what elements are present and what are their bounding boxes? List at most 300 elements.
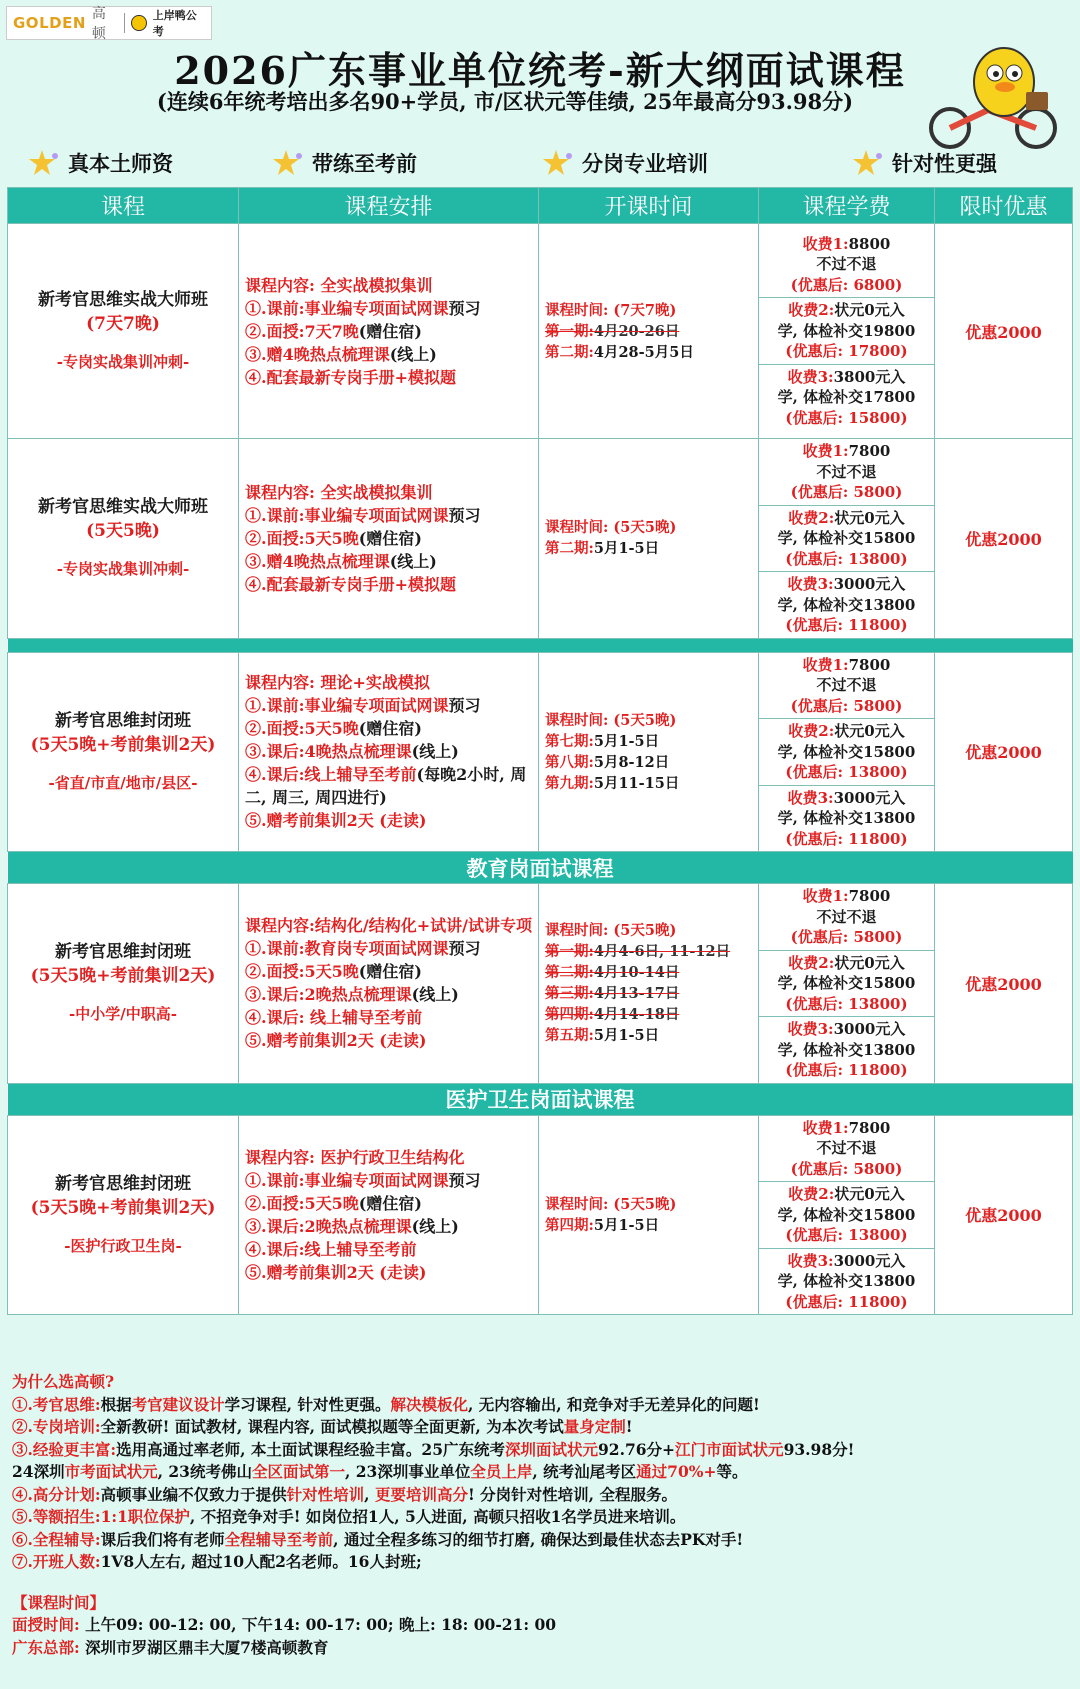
course-fee-cell — [759, 884, 935, 1084]
content-item-highlight: 热点梳理课 — [331, 742, 412, 762]
feature-item — [852, 148, 997, 178]
course-content-cell — [239, 884, 539, 1084]
feature-item — [542, 148, 708, 178]
logo-brand-cn: 高顿 — [91, 6, 106, 42]
period-item — [545, 538, 752, 559]
period-label: 第七期: — [545, 732, 594, 750]
page-title: 2026广东事业单位统考-新大纲面试课程 — [174, 48, 906, 93]
why-segment: ⑦.开班人数: — [12, 1552, 101, 1571]
schedule-value: 上午09: 00-12: 00, 下午14: 00-17: 00; 晚上: 18: 00-21: 00 — [85, 1615, 557, 1634]
schedule-label: 面授时间: — [12, 1615, 80, 1634]
fee-main: 状元0元入 — [834, 722, 905, 740]
fee-label: 收费2: — [788, 953, 835, 972]
period-label: 第五期: — [545, 1027, 594, 1045]
promo-badge: 优惠2000 — [935, 884, 1073, 1084]
course-name: 新考官思维封闭班 — [55, 710, 191, 731]
course-name-cell — [8, 439, 239, 639]
content-item-lead: ①.课前:教育岗 — [245, 939, 353, 959]
time-label: 课程时间: (5天5晚) — [545, 922, 677, 940]
content-item-lead: ①.课前:事业编 — [245, 696, 353, 716]
course-time-cell — [539, 652, 759, 852]
period-label: 第一期: — [545, 943, 594, 961]
feature-label: 真本土师资 — [68, 151, 173, 176]
fee-label: 收费3: — [787, 575, 834, 593]
star-icon — [28, 148, 62, 178]
content-item — [245, 1029, 532, 1052]
header-start-time: 开课时间 — [539, 188, 759, 224]
why-segment: ! 分岗针对性培训, 全程服务。 — [467, 1484, 677, 1504]
content-item — [245, 320, 532, 343]
section-divider — [8, 1083, 1073, 1115]
feature-label: 分岗专业培训 — [582, 151, 708, 176]
fee-label: 收费2: — [788, 508, 835, 527]
fee-label: 收费3: — [787, 367, 834, 386]
fee-discount: (优惠后: 11800) — [785, 616, 908, 634]
fee-option — [759, 1017, 934, 1083]
fee-main: 7800 — [848, 655, 891, 674]
course-time-cell — [539, 224, 759, 439]
why-item — [12, 1506, 1072, 1529]
course-name: 新考官思维实战大师班 — [38, 497, 208, 518]
content-item — [245, 1192, 532, 1215]
why-segment: , 不招竞争对手! 如岗位招1人, 5人进面, 高顿只招收1名学员进来培训。 — [189, 1507, 686, 1526]
star-icon — [272, 148, 306, 178]
logo-sub: 上岸鸭公考 — [152, 9, 197, 38]
why-segment: 选用高通过率老师, 本土面试课程经验丰富。25广东统考 — [116, 1439, 505, 1459]
course-content-cell — [239, 1115, 539, 1315]
content-item — [245, 550, 532, 573]
fee-detail: 不过不退 — [816, 676, 877, 694]
promo-badge: 优惠2000 — [935, 439, 1073, 639]
course-duration: (5天5晚+考前集训2天) — [30, 734, 216, 755]
fee-discount: (优惠后: 13800) — [785, 1226, 908, 1244]
why-item — [12, 1461, 1072, 1484]
header-course: 课程 — [8, 188, 239, 224]
content-item-lead: ④.课后:线上 — [245, 765, 337, 785]
content-item-highlight: 专岗手册+模拟题 — [330, 574, 456, 594]
content-item-highlight: 辅导至考前 — [336, 1239, 417, 1259]
fee-line — [761, 721, 932, 742]
content-item — [245, 694, 532, 717]
content-item — [245, 1006, 532, 1029]
why-segment: 考官建议设计 — [131, 1394, 225, 1414]
period-value: 5月1-5日 — [593, 1027, 660, 1045]
why-segment: 市考面试状元 — [64, 1462, 158, 1481]
content-item-lead: ②.面授:7天7晚 — [245, 321, 359, 341]
content-item-note: (赠住宿) — [358, 719, 422, 739]
why-segment: 针对性培训 — [286, 1484, 365, 1504]
period-item — [545, 731, 752, 752]
fee-detail: 不过不退 — [816, 907, 877, 926]
fee-line — [761, 655, 932, 676]
fee-label: 收费1: — [802, 887, 849, 905]
why-item — [12, 1529, 1072, 1552]
why-segment: 根据 — [100, 1394, 132, 1414]
time-label: 课程时间: (7天7晚) — [545, 301, 677, 319]
course-duration: (5天5晚) — [86, 521, 160, 542]
fee-detail: 学, 体检补交19800 — [777, 321, 916, 340]
content-item-highlight: 专岗手册+模拟题 — [330, 367, 456, 387]
fee-discount: (优惠后: 5800) — [790, 696, 903, 715]
content-item-note: 预习 — [448, 1170, 481, 1190]
logo-brand: GOLDEN — [13, 14, 86, 32]
course-row — [8, 224, 1073, 439]
content-item-highlight: 辅导至考前 — [336, 765, 417, 785]
course-time-cell — [539, 884, 759, 1084]
fee-line — [761, 441, 932, 462]
course-fee-cell — [759, 224, 935, 439]
course-row — [8, 1115, 1073, 1315]
course-row — [8, 884, 1073, 1084]
time-label: 课程时间: (5天5晚) — [545, 519, 677, 537]
period-label: 第九期: — [545, 774, 594, 792]
course-time-cell — [539, 439, 759, 639]
content-item — [245, 1169, 532, 1192]
period-value: 4月14-18日 — [593, 1006, 680, 1024]
content-title: 课程内容: 理论+实战模拟 — [245, 673, 430, 693]
period-label: 第四期: — [545, 1006, 594, 1024]
fee-label: 收费2: — [788, 1185, 835, 1203]
content-item-note: (线上) — [411, 1216, 459, 1236]
period-item — [545, 752, 752, 773]
time-label: 课程时间: (5天5晚) — [545, 1195, 677, 1213]
page-subtitle: (连续6年统考培出多名90+学员, 市/区状元等佳绩, 25年最高分93.98分) — [156, 89, 854, 114]
fee-main: 3000元入 — [833, 788, 906, 807]
content-item-highlight: 专项面试网课 — [352, 1170, 449, 1190]
course-name: 新考官思维封闭班 — [55, 1173, 191, 1194]
fee-main: 状元0元入 — [834, 508, 905, 527]
content-item — [245, 740, 532, 763]
course-name-cell — [8, 224, 239, 439]
period-value: 4月4-6日, 11-12日 — [593, 943, 731, 961]
period-item — [545, 1025, 752, 1046]
content-item-note: (线上) — [389, 344, 437, 364]
fee-main: 7800 — [848, 442, 891, 460]
fee-discount: (优惠后: 13800) — [785, 549, 908, 568]
fee-line — [761, 508, 932, 529]
header-promo: 限时优惠 — [935, 188, 1073, 224]
content-item-highlight: 热点梳理课 — [309, 551, 390, 571]
fee-main: 3800元入 — [833, 367, 906, 386]
content-item — [245, 1238, 532, 1261]
fee-detail: 不过不退 — [816, 255, 877, 274]
course-row — [8, 439, 1073, 639]
why-item — [12, 1416, 1072, 1439]
period-label: 第一期: — [545, 322, 594, 340]
why-segment: 高顿事业编不仅致力于提供 — [100, 1484, 287, 1504]
period-value: 4月10-14日 — [593, 964, 680, 982]
why-segment: , 23统考佛山 — [157, 1462, 252, 1481]
feature-label: 带练至考前 — [312, 151, 417, 176]
content-item — [245, 960, 532, 983]
why-segment: 1V8人左右, 超过10人配2名老师。16人封班; — [100, 1552, 422, 1571]
why-segment: , 无内容输出, 和竞争对手无差异化的问题! — [467, 1394, 760, 1414]
period-label: 第二期: — [545, 540, 594, 558]
duck-bicycle-mascot-icon — [918, 40, 1068, 150]
content-item — [245, 983, 532, 1006]
feature-item — [272, 148, 417, 178]
why-segment: , 23深圳事业单位 — [344, 1462, 471, 1481]
content-item-lead: ①.课前:事业编 — [245, 1170, 353, 1190]
course-name-cell — [8, 1115, 239, 1315]
content-item-lead: ④.配套最新 — [245, 574, 331, 594]
content-item-note: (赠住宿) — [358, 962, 422, 982]
section-divider — [8, 638, 1073, 652]
fee-discount: (优惠后: 13800) — [785, 763, 908, 781]
content-item — [245, 573, 532, 596]
fee-discount: (优惠后: 13800) — [785, 994, 908, 1013]
content-item-note: 预习 — [448, 298, 481, 318]
fee-discount: (优惠后: 11800) — [785, 1292, 908, 1311]
why-title: 为什么选高顿? — [12, 1372, 115, 1391]
fee-label: 收费1: — [802, 1118, 849, 1137]
period-value: 4月13-17日 — [593, 985, 680, 1003]
course-tag: -省直/市直/地市/县区- — [48, 773, 198, 792]
course-fee-cell — [759, 1115, 935, 1315]
content-item-lead: ③.赠4晚 — [245, 551, 310, 571]
why-segment: 24深圳 — [12, 1462, 65, 1481]
why-segment: 全新教研! 面试教材, 课程内容, 面试模拟题等全面更新, 为本次考试 — [100, 1417, 564, 1436]
course-name: 新考官思维实战大师班 — [38, 290, 208, 310]
why-segment: , — [364, 1484, 375, 1504]
fee-option — [759, 1249, 934, 1315]
fee-main: 7800 — [848, 1118, 891, 1137]
section-title: 医护卫生岗面试课程 — [8, 1083, 1073, 1115]
why-segment: 深圳面试状元 — [505, 1439, 599, 1459]
why-segment: 江门市面试状元 — [675, 1439, 784, 1459]
content-title: 课程内容: 全实战模拟集训 — [245, 275, 433, 295]
fee-line — [761, 1019, 932, 1040]
fee-option — [759, 1182, 934, 1249]
why-segment: 1:1职位保护 — [100, 1507, 190, 1526]
header-schedule: 课程安排 — [239, 188, 539, 224]
course-name-cell — [8, 884, 239, 1084]
why-segment: 更要培训高分 — [374, 1484, 468, 1504]
fee-detail: 学, 体检补交17800 — [777, 388, 916, 407]
why-segment: , 通过全程多练习的细节打磨, 确保达到最佳状态去PK对手! — [333, 1529, 744, 1549]
period-value: 5月1-5日 — [593, 540, 660, 558]
content-title: 课程内容: 全实战模拟集训 — [245, 482, 433, 502]
fee-main: 状元0元入 — [834, 953, 905, 972]
content-item-highlight: 专项面试网课 — [352, 939, 449, 959]
period-label: 第八期: — [545, 753, 594, 771]
why-segment: 量身定制 — [563, 1417, 626, 1436]
why-segment: 全区面试第一 — [251, 1462, 345, 1481]
why-segment: 通过70%+ — [636, 1462, 717, 1481]
fee-line — [761, 367, 932, 388]
section-title: 教育岗面试课程 — [8, 852, 1073, 884]
course-duration: (5天5晚+考前集训2天) — [30, 1197, 216, 1218]
fee-label: 收费3: — [787, 1020, 834, 1038]
content-item-lead: ⑤.赠考前集训2天 (走读) — [245, 1031, 427, 1051]
time-label: 课程时间: (5天5晚) — [545, 711, 677, 729]
content-item-lead: ③.课后:4晚 — [245, 742, 332, 762]
course-duration: (5天5晚+考前集训2天) — [30, 966, 216, 987]
content-item — [245, 366, 532, 389]
period-item — [545, 342, 752, 363]
content-item-lead: ②.面授:5天5晚 — [245, 719, 359, 739]
content-item-highlight: 热点梳理课 — [331, 1216, 412, 1236]
content-item-note: (每晚2小时, 周二, 周三, 周四进行) — [245, 765, 527, 808]
fee-line — [761, 300, 932, 321]
why-item — [12, 1551, 1072, 1574]
content-item-highlight: 专项面试网课 — [352, 505, 449, 525]
period-item — [545, 1004, 752, 1025]
period-value: 5月1-5日 — [593, 732, 660, 750]
duck-icon — [131, 15, 146, 31]
hq-line — [12, 1637, 1072, 1660]
logo-divider — [124, 13, 125, 33]
fee-main: 状元0元入 — [834, 1185, 905, 1203]
why-segment: ! — [625, 1417, 633, 1436]
period-item — [545, 962, 752, 983]
hq-value: 深圳市罗湖区鼎丰大厦7楼高顿教育 — [85, 1637, 329, 1657]
section-title — [8, 638, 1073, 652]
fee-option — [759, 298, 934, 365]
fee-line — [761, 953, 932, 974]
fee-discount: (优惠后: 17800) — [785, 342, 908, 361]
content-item-note: (线上) — [411, 985, 459, 1005]
content-item-lead: ③.课后:2晚 — [245, 985, 332, 1005]
fee-line — [761, 886, 932, 907]
content-item-lead: ③.课后:2晚 — [245, 1216, 332, 1236]
content-item-lead: ①.课前:事业编 — [245, 298, 353, 318]
content-item — [245, 809, 532, 832]
table-header-row — [8, 188, 1073, 224]
period-label: 第三期: — [545, 985, 594, 1003]
content-item-lead: ①.课前:事业编 — [245, 505, 353, 525]
content-item-note: (线上) — [389, 551, 437, 571]
fee-discount: (优惠后: 6800) — [790, 275, 903, 294]
fee-label: 收费1: — [802, 655, 849, 674]
fee-option — [759, 1116, 934, 1183]
why-choose-section — [12, 1371, 1072, 1659]
fee-option — [759, 439, 934, 506]
brand-logo — [6, 6, 212, 40]
why-segment: ①.考官思维: — [12, 1394, 101, 1414]
why-segment: 学习课程, 针对性更强。 — [224, 1394, 391, 1414]
promo-badge: 优惠2000 — [935, 224, 1073, 439]
fee-detail: 学, 体检补交13800 — [777, 1272, 916, 1290]
period-value: 4月20-26日 — [593, 322, 680, 340]
fee-label: 收费3: — [787, 1251, 834, 1270]
period-item — [545, 1215, 752, 1236]
fee-discount: (优惠后: 5800) — [790, 928, 903, 946]
fee-main: 3000元入 — [833, 575, 906, 593]
why-segment: 93.98分! — [783, 1439, 855, 1459]
content-item-note: (线上) — [411, 742, 459, 762]
course-fee-cell — [759, 439, 935, 639]
section-divider — [8, 852, 1073, 884]
course-content-cell — [239, 652, 539, 852]
content-item-lead: ⑤.赠考前集训2天 (走读) — [245, 811, 427, 831]
fee-detail: 学, 体检补交15800 — [777, 529, 916, 547]
course-table — [7, 187, 1073, 1315]
fee-label: 收费3: — [787, 788, 834, 807]
why-segment: ③.经验更丰富: — [12, 1439, 117, 1459]
content-item-highlight: 热点梳理课 — [309, 344, 390, 364]
fee-detail: 学, 体检补交15800 — [777, 1205, 916, 1224]
why-segment: 全员上岸 — [470, 1462, 533, 1481]
content-item-lead: ④.课后: 线上 — [245, 1008, 343, 1028]
content-item-lead: ④.配套最新 — [245, 367, 331, 387]
fee-detail: 学, 体检补交13800 — [777, 809, 916, 827]
why-segment: 等。 — [716, 1462, 748, 1481]
period-value: 5月11-15日 — [593, 774, 680, 792]
promo-badge: 优惠2000 — [935, 1115, 1073, 1315]
fee-option — [759, 786, 934, 852]
feature-bar — [0, 148, 1080, 182]
fee-label: 收费2: — [788, 301, 835, 320]
content-item — [245, 297, 532, 320]
period-item — [545, 773, 752, 794]
period-label: 第四期: — [545, 1216, 594, 1234]
course-time-cell — [539, 1115, 759, 1315]
content-item-lead: ②.面授:5天5晚 — [245, 962, 359, 982]
hq-label: 广东总部: — [12, 1637, 80, 1657]
fee-option — [759, 884, 934, 951]
period-value: 4月28-5月5日 — [593, 343, 694, 361]
content-item — [245, 527, 532, 550]
why-item — [12, 1484, 1072, 1507]
course-name-cell — [8, 652, 239, 852]
promo-badge: 优惠2000 — [935, 652, 1073, 852]
why-item — [12, 1394, 1072, 1417]
fee-line — [761, 574, 932, 595]
content-item-note: 预习 — [448, 939, 481, 959]
content-item-lead: ②.面授:5天5晚 — [245, 1193, 359, 1213]
course-duration: (7天7晚) — [86, 314, 160, 334]
fee-discount: (优惠后: 11800) — [785, 829, 908, 848]
content-item-lead: ③.赠4晚 — [245, 344, 310, 364]
fee-discount: (优惠后: 5800) — [790, 483, 903, 501]
content-item-note: (赠住宿) — [358, 1193, 422, 1213]
content-item-note: 预习 — [448, 696, 481, 716]
content-item-highlight: 专项面试网课 — [352, 696, 449, 716]
course-tag: -专岗实战集训冲刺- — [56, 560, 190, 579]
course-tag: -中小学/中职高- — [69, 1005, 177, 1024]
fee-option — [759, 653, 934, 720]
fee-main: 3000元入 — [833, 1251, 906, 1270]
content-item-note: (赠住宿) — [358, 528, 422, 548]
fee-detail: 学, 体检补交13800 — [777, 595, 916, 614]
fee-label: 收费1: — [802, 234, 849, 253]
content-item-note: 预习 — [448, 505, 481, 525]
fee-label: 收费1: — [802, 442, 849, 460]
period-item — [545, 321, 752, 342]
fee-detail: 不过不退 — [816, 1139, 877, 1157]
fee-detail: 学, 体检补交15800 — [777, 742, 916, 761]
star-icon — [542, 148, 576, 178]
why-segment: ④.高分计划: — [12, 1484, 101, 1504]
course-tag: -专岗实战集训冲刺- — [56, 353, 190, 371]
fee-line — [761, 234, 932, 255]
content-item — [245, 763, 532, 809]
content-item-highlight: 辅导至考前 — [342, 1008, 423, 1028]
why-segment: ⑤.等额招生: — [12, 1507, 101, 1526]
fee-main: 7800 — [848, 887, 891, 905]
feature-label: 针对性更强 — [892, 151, 997, 176]
fee-main: 状元0元入 — [834, 301, 905, 320]
content-item — [245, 937, 532, 960]
fee-option — [759, 951, 934, 1018]
fee-discount: (优惠后: 11800) — [785, 1061, 908, 1079]
fee-line — [761, 1251, 932, 1272]
content-item — [245, 1261, 532, 1284]
fee-line — [761, 788, 932, 809]
content-item — [245, 504, 532, 527]
course-fee-cell — [759, 652, 935, 852]
